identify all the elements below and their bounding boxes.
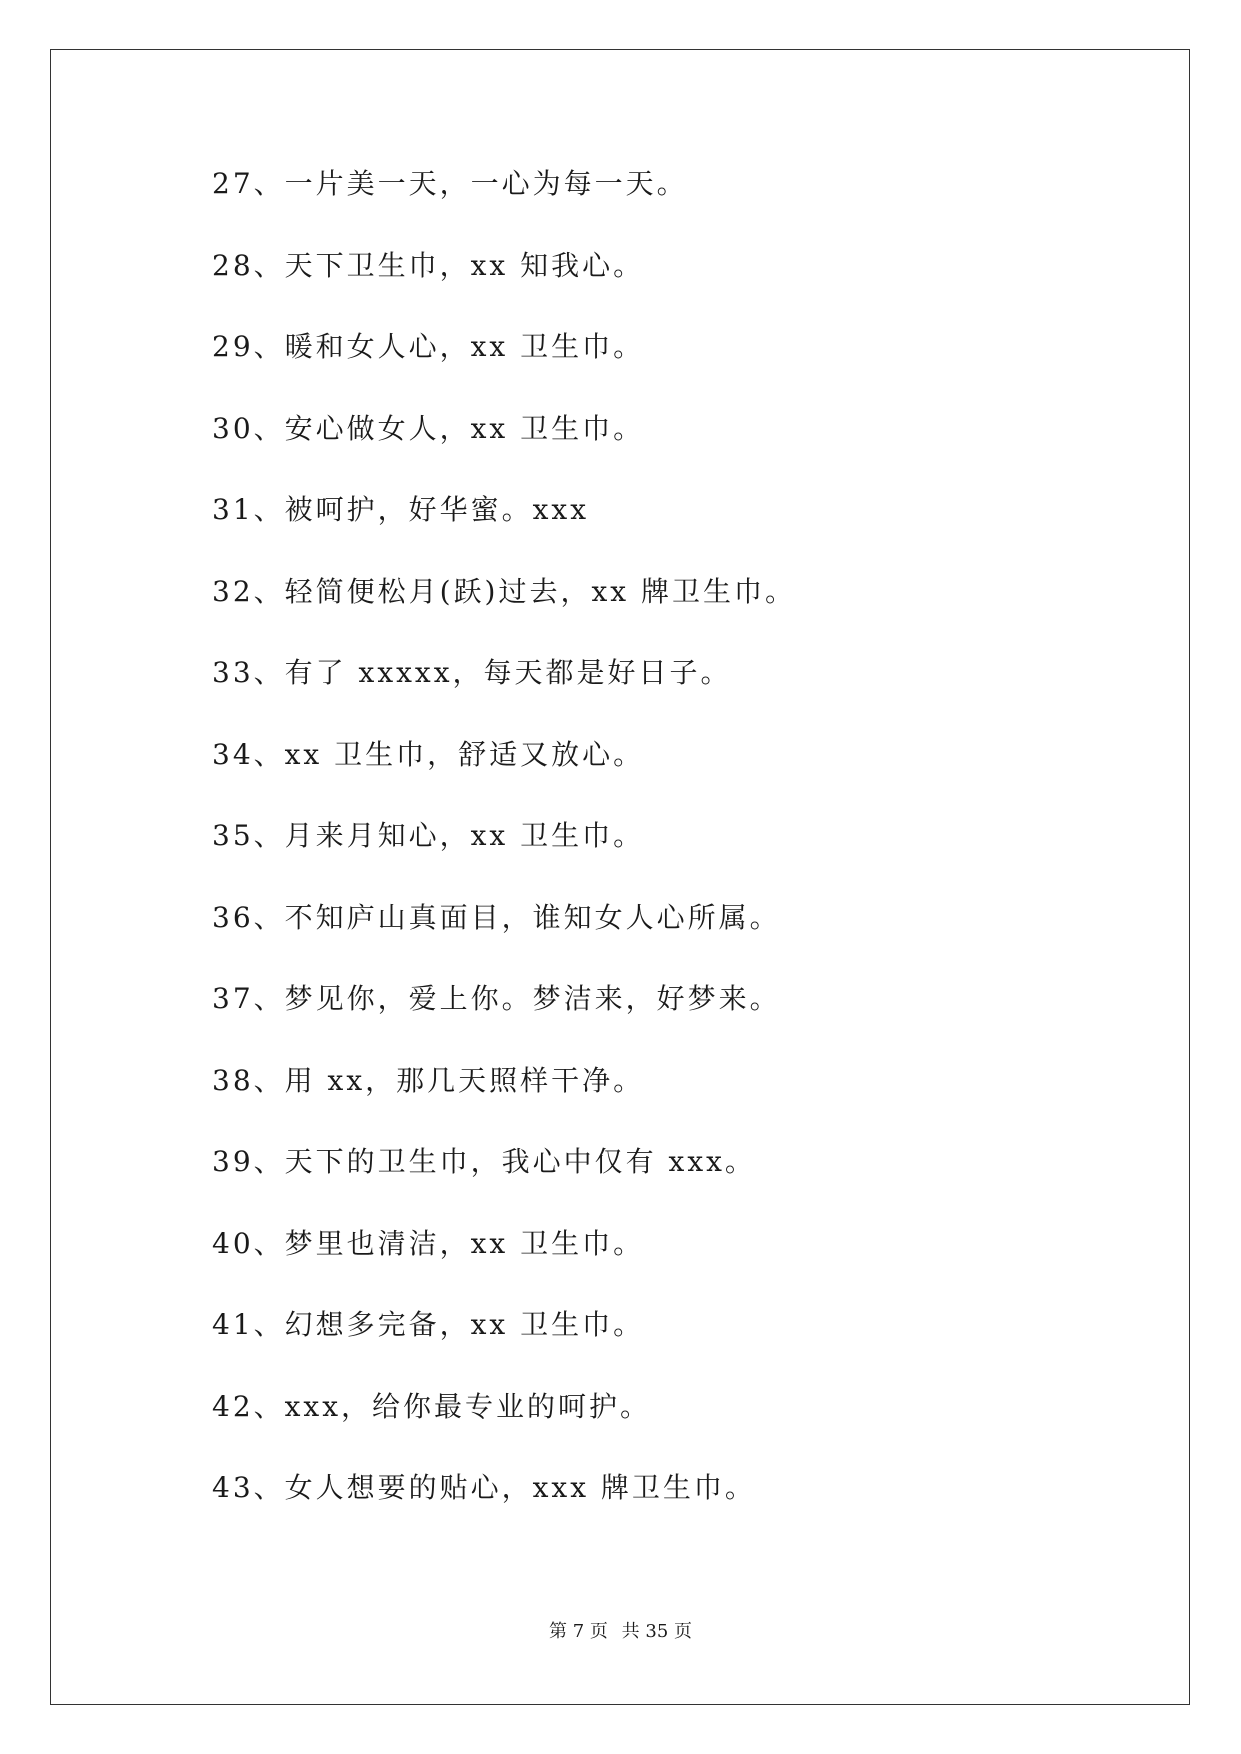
list-item: 36、不知庐山真面目，谁知女人心所属。 — [212, 900, 781, 934]
list-item: 39、天下的卫生巾，我心中仅有 xxx。 — [212, 1145, 756, 1178]
list-item: 33、有了 xxxxx，每天都是好日子。 — [212, 656, 732, 689]
list-item: 34、xx 卫生巾，舒适又放心。 — [212, 737, 645, 771]
list-item: 27、一片美一天，一心为每一天。 — [212, 167, 688, 200]
page-footer — [0, 1620, 1241, 1644]
list-item: 43、女人想要的贴心，xxx 牌卫生巾。 — [212, 1471, 756, 1504]
list-item: 40、梦里也清洁，xx 卫生巾。 — [212, 1226, 645, 1260]
list-item: 38、用 xx，那几天照样干净。 — [212, 1063, 645, 1097]
list-item: 41、幻想多完备，xx 卫生巾。 — [212, 1308, 645, 1341]
list-item: 30、安心做女人，xx 卫生巾。 — [212, 411, 645, 445]
current-page-number: 第 7 页 — [549, 1621, 608, 1642]
list-item: 42、xxx，给你最专业的呵护。 — [212, 1389, 652, 1423]
list-item: 28、天下卫生巾，xx 知我心。 — [212, 248, 645, 282]
list-item: 31、被呵护，好华蜜。xxx — [212, 493, 590, 526]
list-item: 32、轻简便松月(跃)过去，xx 牌卫生巾。 — [212, 574, 796, 608]
list-item: 35、月来月知心，xx 卫生巾。 — [212, 819, 645, 852]
list-item: 29、暖和女人心，xx 卫生巾。 — [212, 330, 645, 363]
list-item: 37、梦见你，爱上你。梦洁来，好梦来。 — [212, 982, 781, 1015]
total-page-count: 共 35 页 — [621, 1621, 692, 1642]
slogan-list — [212, 168, 796, 1554]
